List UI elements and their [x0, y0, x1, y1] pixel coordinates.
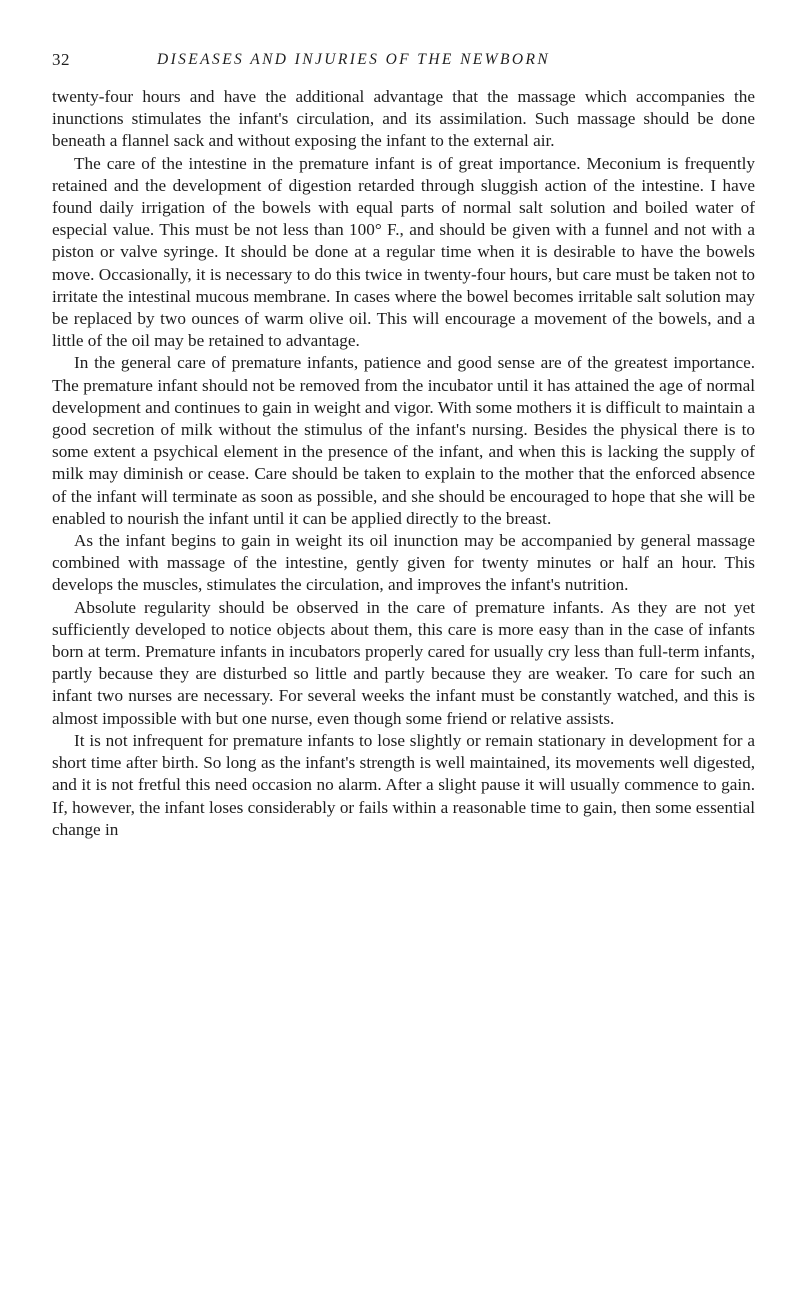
- paragraph-intestine-care: The care of the intestine in the premature infant is of great importance. Meconium is frequently retained and the development of digestion retarded through sluggish action of the intestine. I have found daily irrigation of the bowels with equal parts of normal salt solution and boiled water of especial value. This must be not less than 100° F., and should be given with a funnel and not with a piston or valve syringe. It should be done at a regular time when it is desirable to have the bowels move. Occasionally, it is necessary to do this twice in twenty-four hours, but care must be taken not to irritate the intestinal mucous membrane. In cases where the bowel becomes irritable salt solution may be replaced by two ounces of warm olive oil. This will encourage a movement of the bowels, and a little of the oil may be retained to advantage.: [52, 153, 755, 351]
- running-head: [52, 50, 752, 76]
- body-text: [52, 86, 755, 841]
- paragraph-continued: twenty-four hours and have the additional advantage that the massage which accompanies the inunctions stimulates the infant's circulation, and its assimilation. Such massage should be done beneath a flannel sack and without exposing the infant to the external air.: [52, 87, 755, 151]
- running-title: DISEASES AND INJURIES OF THE NEWBORN: [157, 51, 551, 68]
- paragraph-general-care: In the general care of premature infants, patience and good sense are of the greatest importance. The premature infant should not be removed from the incubator until it has attained the age of normal development and continues to gain in weight and vigor. With some mothers it is difficult to maintain a good secretion of milk without the stimulus of the infant's nursing. Besides the physical there is to some extent a psychical element in the presence of the infant, and when this is lacking the supply of milk may diminish or cease. Care should be taken to explain to the mother that the enforced absence of the infant will terminate as soon as possible, and she should be encouraged to hope that she will be enabled to nourish the infant until it can be applied directly to the breast.: [52, 353, 755, 528]
- paragraph-massage: As the infant begins to gain in weight its oil inunction may be accompanied by general massage combined with massage of the intestine, gently given for twenty minutes or half an hour. This develops the muscles, stimulates the circulation, and improves the infant's nutrition.: [52, 531, 755, 595]
- paragraph-regularity: Absolute regularity should be observed in the care of premature infants. As they are not yet sufficiently developed to notice objects about them, this care is more easy than in the case of infants born at term. Premature infants in incubators properly cared for usually cry less than full-term infants, partly because they are disturbed so little and partly because they are weaker. To care for such an infant two nurses are necessary. For several weeks the infant must be constantly watched, and this is almost impossible with but one nurse, even though some friend or relative assists.: [52, 597, 755, 728]
- page-number: 32: [52, 50, 70, 69]
- paragraph-weight-loss: It is not infrequent for premature infants to lose slightly or remain stationary in development for a short time after birth. So long as the infant's strength is well maintained, its movements well digested, and it is not fretful this need occasion no alarm. After a slight pause it will usually commence to gain. If, however, the infant loses considerably or fails within a reasonable time to gain, then some essential change in: [52, 730, 755, 839]
